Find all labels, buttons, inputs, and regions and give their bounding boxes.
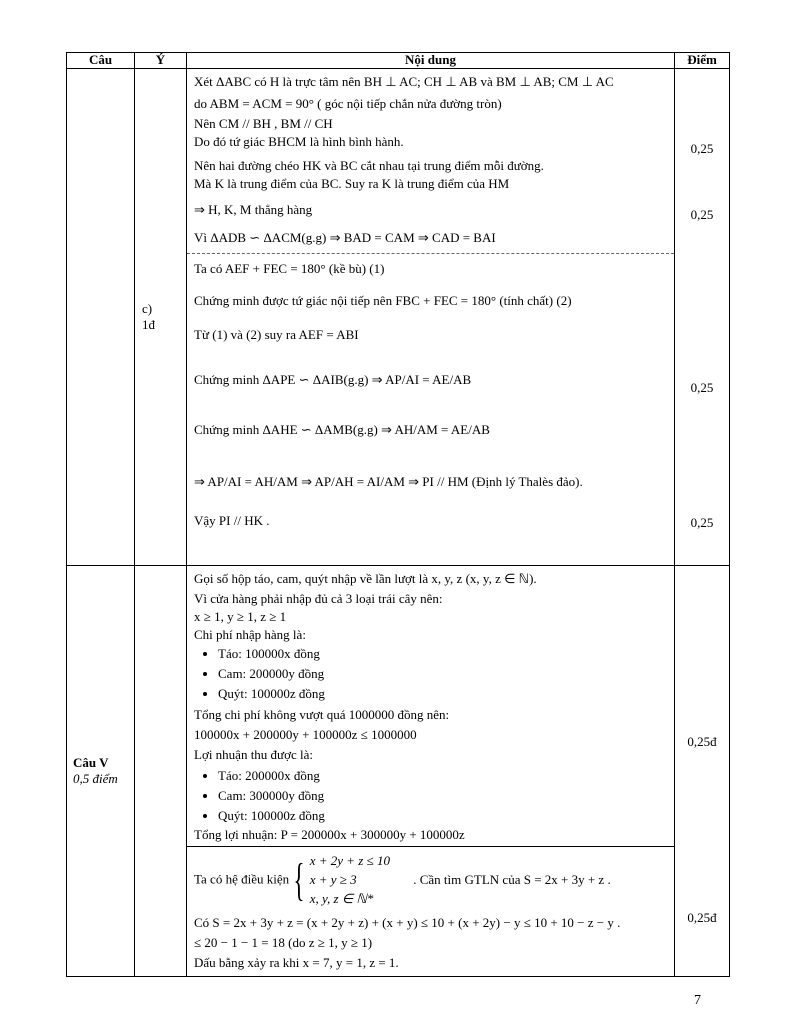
cell-content-v [187, 566, 675, 977]
line-v-21: ≤ 20 − 1 − 1 = 18 (do z ≥ 1, y ≥ 1) [194, 935, 373, 950]
row-cau-v [67, 566, 730, 977]
header-diem: Điểm [675, 53, 730, 69]
cost-list [194, 644, 668, 704]
cell-score-c [675, 69, 730, 566]
row-part-c [67, 69, 730, 566]
line-c-11: Từ (1) và (2) suy ra AEF = ABI [194, 327, 359, 342]
header-row [67, 53, 730, 69]
line-c-1: Xét ΔABC có H là trực tâm nên BH ⊥ AC; CH ⊥ AB và BM ⊥ AB; CM ⊥ AC [194, 74, 614, 89]
line-c-12: Chứng minh ΔAPE ∽ ΔAIB(g.g) ⇒ AP/AI = AE/AB [194, 372, 472, 387]
line-v-14: Tổng lợi nhuận: P = 200000x + 300000y + 100000z [194, 827, 465, 842]
line-c-4: Do đó tứ giác BHCM là hình bình hành. [194, 134, 404, 149]
score-v-1: 0,25đ [687, 734, 717, 749]
line-v-9: 100000x + 200000y + 100000z ≤ 1000000 [194, 727, 417, 742]
line-v-1: Gọi số hộp táo, cam, quýt nhập về lần lượt là x, y, z (x, y, z ∈ ℕ). [194, 571, 537, 586]
cell-cau-v [67, 566, 135, 977]
line-c-13: Chứng minh ΔAHE ∽ ΔAMB(g.g) ⇒ AH/AM = AE/AB [194, 422, 490, 437]
system-goal: . Cần tìm GTLN của S = 2x + 3y + z . [413, 871, 611, 887]
cell-content-c [187, 69, 675, 566]
line-v-22: Dấu bằng xảy ra khi x = 7, y = 1, z = 1. [194, 955, 399, 970]
line-c-5: Nên hai đường chéo HK và BC cắt nhau tại trung điểm mỗi đường. [194, 158, 544, 173]
cost-orange: • Cam: 200000y đồng [218, 664, 668, 684]
score-c-1: 0,25 [690, 141, 714, 156]
line-v-20: Có S = 2x + 3y + z = (x + 2y + z) + (x + y) ≤ 10 + (x + 2y) − y ≤ 10 + 10 − z − y . [194, 915, 621, 930]
line-c-14: ⇒ AP/AI = AH/AM ⇒ AP/AH = AI/AM ⇒ PI // HM (Định lý Thalès đảo). [194, 474, 583, 489]
score-c-4: 0,25 [690, 515, 714, 530]
line-c-9: Ta có AEF + FEC = 180° (kề bù) (1) [194, 261, 385, 276]
sys-eq-1: x + 2y + z ≤ 10 [309, 853, 390, 868]
y-label: c) [142, 301, 153, 316]
cost-tangerine: • Quýt: 100000z đồng [218, 684, 668, 704]
line-v-10: Lợi nhuận thu được là: [194, 747, 313, 762]
score-c-2: 0,25 [690, 207, 714, 222]
cell-y-c [135, 69, 187, 566]
block-v1 [187, 566, 674, 847]
line-v-3: x ≥ 1, y ≥ 1, z ≥ 1 [194, 609, 287, 624]
header-y: Ý [135, 53, 187, 69]
sys-eq-3: x, y, z ∈ ℕ* [309, 891, 374, 906]
y-points: 1đ [142, 317, 155, 332]
cell-score-v [675, 566, 730, 977]
header-cau: Câu [67, 53, 135, 69]
score-v-2: 0,25đ [687, 910, 717, 925]
header-noidung: Nội dung [187, 53, 675, 69]
line-c-10: Chứng minh được tứ giác nội tiếp nên FBC + FEC = 180° (tính chất) (2) [194, 293, 572, 308]
system-brace: { [293, 853, 305, 905]
cau-v-label: Câu V [73, 755, 109, 770]
cell-cau-empty [67, 69, 135, 566]
line-v-2: Vì cửa hàng phải nhập đủ cả 3 loại trái cây nên: [194, 591, 443, 606]
score-c-3: 0,25 [690, 380, 714, 395]
profit-list [194, 766, 668, 826]
cell-y-v-empty [135, 566, 187, 977]
cost-apple: • Táo: 100000x đồng [218, 644, 668, 664]
system-block [310, 851, 390, 908]
page-number: 7 [694, 993, 701, 1008]
profit-apple: • Táo: 200000x đồng [218, 766, 668, 786]
profit-tangerine: • Quýt: 100000z đồng [218, 806, 668, 826]
line-c-2: do ABM = ACM = 90° ( góc nội tiếp chắn nửa đường tròn) [194, 96, 502, 111]
line-v-4: Chi phí nhập hàng là: [194, 627, 306, 642]
line-c-3: Nên CM // BH , BM // CH [194, 116, 333, 131]
line-c-7: ⇒ H, K, M thẳng hàng [194, 202, 313, 217]
system-line [194, 851, 668, 908]
profit-orange: • Cam: 300000y đồng [218, 786, 668, 806]
block-c2 [187, 254, 674, 532]
line-c-6: Mà K là trung điểm của BC. Suy ra K là trung điểm của HM [194, 176, 510, 191]
answer-table [66, 52, 730, 977]
line-c-8: Vì ΔADB ∽ ΔACM(g.g) ⇒ BAD = CAM ⇒ CAD = BAI [194, 230, 496, 245]
block-v2 [187, 847, 674, 976]
line-v-8: Tổng chi phí không vượt quá 1000000 đồng nên: [194, 707, 450, 722]
line-c-15: Vậy PI // HK . [194, 513, 270, 528]
system-intro: Ta có hệ điều kiện [194, 871, 290, 887]
sys-eq-2: x + y ≥ 3 [309, 872, 357, 887]
block-c1 [187, 69, 674, 254]
cau-v-points: 0,5 điểm [73, 771, 118, 786]
